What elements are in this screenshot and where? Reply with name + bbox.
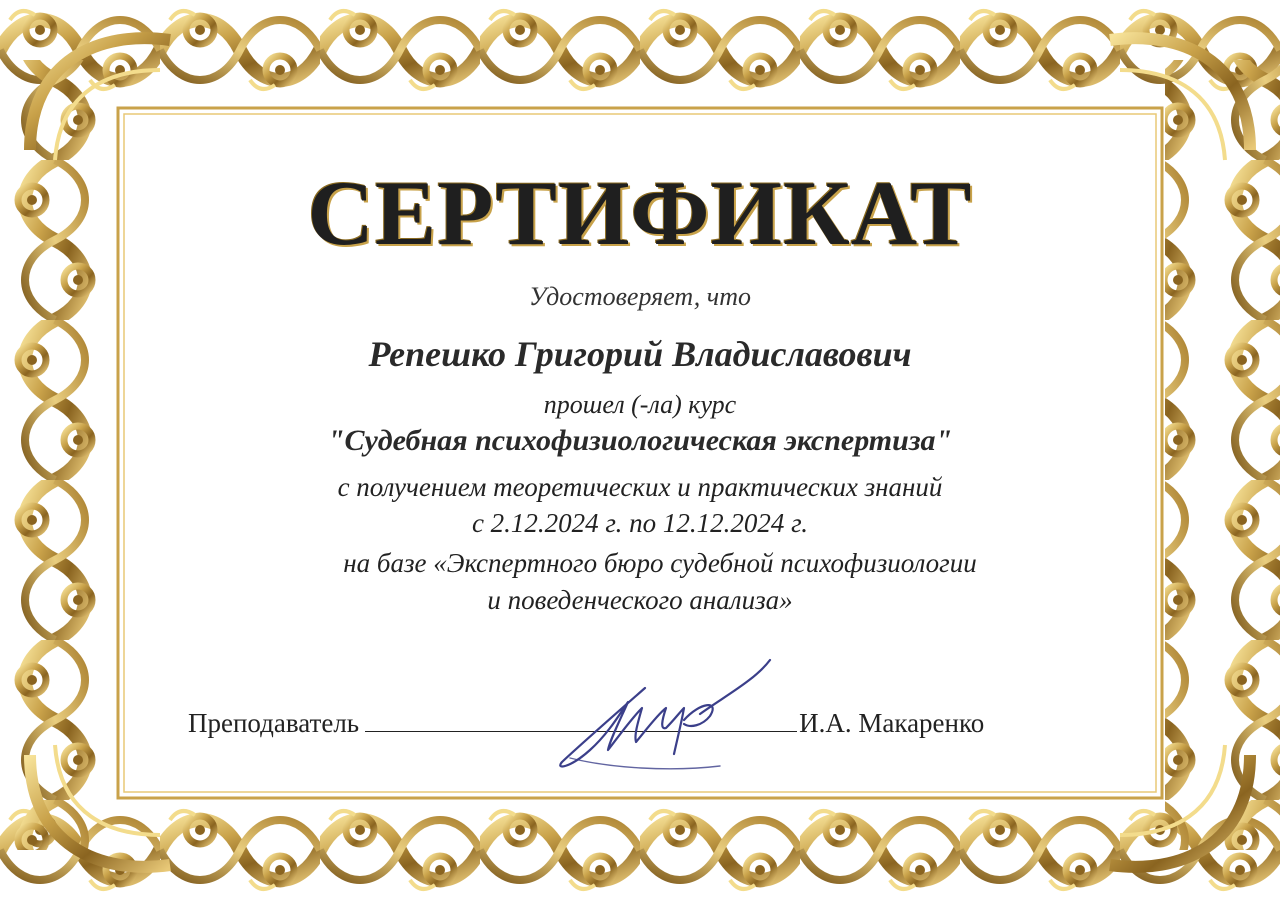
- recipient-name: Репешко Григорий Владиславович: [368, 334, 912, 374]
- certificate-title: СЕРТИФИКАТ: [307, 162, 973, 264]
- signer-role: Преподаватель: [188, 708, 360, 738]
- knowledge-text: с получением теоретических и практических знаний: [337, 472, 943, 502]
- institution-line-1: на базе «Экспертного бюро судебной психофизиологии: [343, 548, 977, 578]
- course-dates: с 2.12.2024 г. по 12.12.2024 г.: [471, 508, 809, 538]
- institution-line-2: и поведенческого анализа»: [487, 585, 793, 615]
- signer-name: И.А. Макаренко: [799, 708, 985, 738]
- certifies-that-text: Удостоверяет, что: [529, 282, 751, 311]
- course-title: "Судебная психофизиологическая экспертиза": [327, 424, 953, 457]
- handwritten-signature-icon: [550, 650, 790, 790]
- passed-course-text: прошел (-ла) курс: [543, 390, 737, 419]
